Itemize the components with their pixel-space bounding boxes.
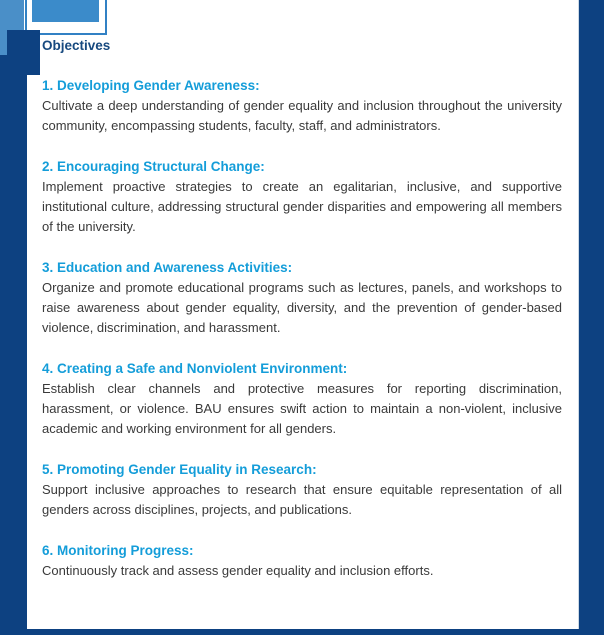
objective-heading-3: 3. Education and Awareness Activities:	[42, 260, 293, 275]
objective-body-4: Establish clear channels and protective measures for reporting discrimination, harassment, or violence. BAU ensures swift action to maintain a non-violent, inclusive academic and working environment for all genders.	[42, 381, 562, 436]
objective-section-6	[42, 541, 562, 581]
objective-body-6: Continuously track and assess gender equality and inclusion efforts.	[42, 563, 434, 578]
objective-section-2	[42, 157, 562, 237]
objective-heading-2: 2. Encouraging Structural Change:	[42, 159, 265, 174]
objective-section-5	[42, 460, 562, 520]
left-border-bar	[0, 55, 27, 635]
bottom-border-bar	[0, 629, 604, 635]
objective-body-3: Organize and promote educational programs such as lectures, panels, and workshops to raise awareness about gender equality, diversity, and the prevention of gender-based violence, discrimination, and harassment.	[42, 280, 562, 335]
objective-heading-5: 5. Promoting Gender Equality in Research:	[42, 462, 317, 477]
right-border-bar	[578, 0, 604, 635]
objective-heading-4: 4. Creating a Safe and Nonviolent Environment:	[42, 361, 348, 376]
objective-body-1: Cultivate a deep understanding of gender equality and inclusion throughout the university community, encompassing students, faculty, staff, and administrators.	[42, 98, 562, 133]
objective-body-2: Implement proactive strategies to create an egalitarian, inclusive, and supportive institutional culture, addressing structural gender disparities and empowering all members of the university.	[42, 179, 562, 234]
objective-body-5: Support inclusive approaches to research that ensure equitable representation of all genders across disciplines, projects, and publications.	[42, 482, 562, 517]
objective-section-3	[42, 258, 562, 338]
content-column	[42, 36, 562, 602]
page-title: Objectives	[42, 38, 111, 53]
objective-heading-6: 6. Monitoring Progress:	[42, 543, 194, 558]
top-frame-filled-rect	[32, 0, 99, 22]
objective-section-4	[42, 359, 562, 439]
objective-section-1	[42, 76, 562, 136]
objective-heading-1: 1. Developing Gender Awareness:	[42, 78, 260, 93]
